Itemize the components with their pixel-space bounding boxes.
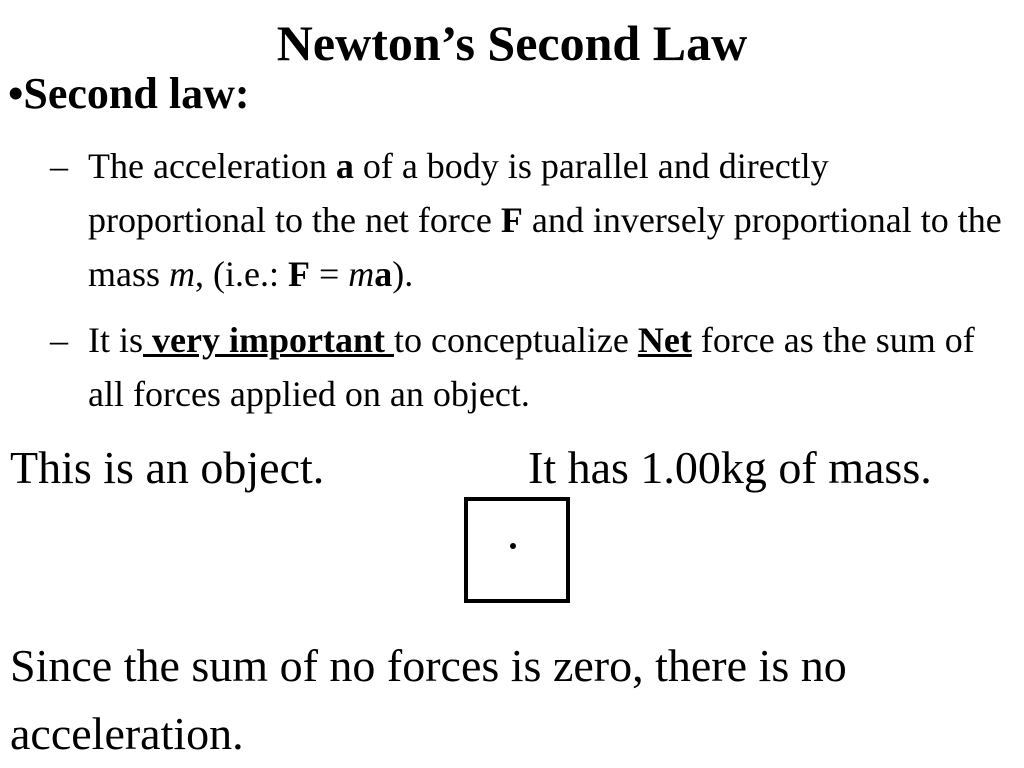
conclusion-text: Since the sum of no forces is zero, there is no acceleration. <box>10 640 847 759</box>
definition-part: The acceleration <box>88 146 336 186</box>
net-force-part: to conceptualize <box>393 320 638 360</box>
center-of-mass-dot <box>510 543 516 549</box>
net-force-part: It is <box>88 320 144 360</box>
slide-title: Newton’s Second Law <box>276 15 748 71</box>
equation-acceleration: a <box>374 254 393 294</box>
sub-bullet-definition <box>50 139 1010 301</box>
object-box <box>464 497 570 603</box>
net-force-part: force as the sum of all forces applied on an object. <box>88 320 975 414</box>
mass-caption: It has 1.00kg of mass. <box>528 442 932 493</box>
acceleration-symbol: a <box>335 146 354 186</box>
equation-mass: m <box>348 254 375 294</box>
definition-text <box>88 139 1010 301</box>
net-force-text <box>88 313 1010 421</box>
dash-marker: – <box>50 146 68 186</box>
bullet-heading <box>8 66 250 122</box>
force-symbol: F <box>500 200 523 240</box>
net-word: Net <box>637 320 692 360</box>
object-caption: This is an object. <box>10 442 325 493</box>
mass-symbol: m <box>169 254 195 294</box>
definition-part: of a body is parallel and directly proportional to the net force <box>88 146 829 240</box>
bullet-marker: • <box>8 69 24 118</box>
sub-bullet-net-force <box>50 313 1010 421</box>
equation-force: F <box>287 254 310 294</box>
definition-part: , (i.e.: <box>195 254 288 294</box>
definition-part: and inversely proportional to the mass <box>88 200 1002 294</box>
definition-part: ). <box>392 254 414 294</box>
dash-marker: – <box>50 320 68 360</box>
equation-sign: = <box>309 254 349 294</box>
bullet-label: Second law: <box>23 69 250 118</box>
emphasis-text: very important <box>143 320 394 360</box>
